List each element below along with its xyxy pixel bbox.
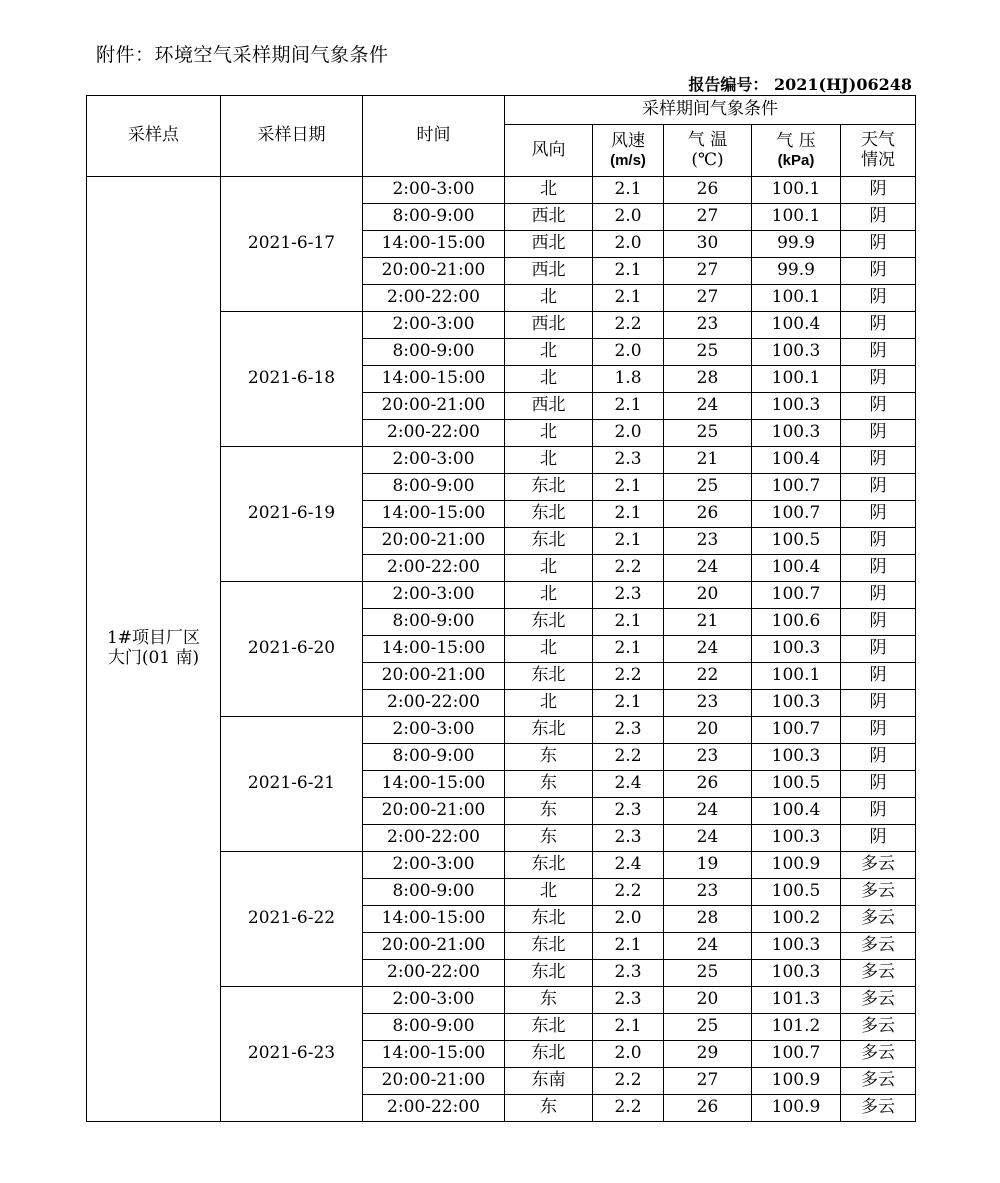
cell-weather: 阴 [841,582,916,609]
cell-wind-speed: 2.3 [593,960,664,987]
cell-temperature: 21 [664,447,752,474]
cell-time: 20:00-21:00 [363,933,505,960]
cell-wind-speed: 2.3 [593,798,664,825]
cell-temperature: 22 [664,663,752,690]
cell-time: 8:00-9:00 [363,879,505,906]
cell-wind-direction: 东北 [505,852,593,879]
site-line-1: 1#项目厂区 [106,628,201,649]
cell-weather: 阴 [841,690,916,717]
cell-date: 2021-6-20 [221,582,363,717]
cell-wind-speed: 2.4 [593,771,664,798]
cell-wind-direction: 北 [505,555,593,582]
cell-wind-direction: 西北 [505,312,593,339]
cell-wind-direction: 北 [505,177,593,204]
cell-wind-speed: 2.1 [593,933,664,960]
cell-wind-speed: 2.1 [593,690,664,717]
header-wind-speed-label: 风速 [611,131,645,152]
cell-wind-direction: 北 [505,420,593,447]
cell-wind-speed: 2.1 [593,474,664,501]
cell-temperature: 20 [664,987,752,1014]
cell-temperature: 24 [664,933,752,960]
cell-pressure: 100.4 [752,555,841,582]
cell-wind-speed: 2.1 [593,501,664,528]
cell-temperature: 24 [664,825,752,852]
cell-weather: 阴 [841,663,916,690]
cell-weather: 阴 [841,636,916,663]
cell-temperature: 30 [664,231,752,258]
cell-wind-speed: 2.0 [593,231,664,258]
cell-wind-speed: 1.8 [593,366,664,393]
cell-pressure: 100.1 [752,177,841,204]
cell-temperature: 24 [664,555,752,582]
cell-wind-speed: 2.2 [593,1095,664,1122]
cell-temperature: 26 [664,501,752,528]
cell-date: 2021-6-18 [221,312,363,447]
cell-weather: 阴 [841,825,916,852]
cell-date: 2021-6-22 [221,852,363,987]
cell-pressure: 100.5 [752,771,841,798]
cell-weather: 阴 [841,771,916,798]
cell-weather: 多云 [841,1095,916,1122]
cell-time: 20:00-21:00 [363,258,505,285]
header-time: 时间 [363,96,505,177]
cell-temperature: 25 [664,474,752,501]
cell-temperature: 23 [664,312,752,339]
cell-pressure: 100.4 [752,447,841,474]
cell-time: 2:00-3:00 [363,852,505,879]
cell-weather: 阴 [841,366,916,393]
cell-pressure: 100.1 [752,285,841,312]
cell-wind-speed: 2.2 [593,663,664,690]
table-row [87,177,916,204]
cell-weather: 阴 [841,609,916,636]
cell-time: 14:00-15:00 [363,501,505,528]
cell-time: 2:00-22:00 [363,825,505,852]
cell-wind-direction: 东北 [505,933,593,960]
cell-pressure: 100.5 [752,879,841,906]
cell-weather: 多云 [841,933,916,960]
cell-time: 8:00-9:00 [363,339,505,366]
cell-weather: 阴 [841,501,916,528]
weather-conditions-table [86,95,916,1122]
cell-pressure: 100.5 [752,528,841,555]
cell-wind-direction: 东 [505,1095,593,1122]
cell-temperature: 27 [664,258,752,285]
cell-temperature: 28 [664,906,752,933]
cell-weather: 阴 [841,474,916,501]
cell-time: 14:00-15:00 [363,636,505,663]
cell-weather: 阴 [841,744,916,771]
cell-temperature: 19 [664,852,752,879]
cell-weather: 多云 [841,852,916,879]
cell-time: 8:00-9:00 [363,474,505,501]
cell-time: 2:00-3:00 [363,447,505,474]
cell-wind-direction: 西北 [505,231,593,258]
cell-weather: 阴 [841,177,916,204]
cell-pressure: 100.7 [752,582,841,609]
cell-weather: 多云 [841,1014,916,1041]
cell-weather: 阴 [841,393,916,420]
header-pressure [752,125,841,177]
cell-temperature: 24 [664,798,752,825]
cell-weather: 阴 [841,312,916,339]
cell-temperature: 26 [664,1095,752,1122]
cell-temperature: 24 [664,393,752,420]
header-weather-label: 天气 [861,129,896,150]
cell-wind-direction: 西北 [505,204,593,231]
header-weather-label-2: 情况 [861,149,896,170]
cell-pressure: 100.4 [752,312,841,339]
cell-pressure: 100.3 [752,825,841,852]
site-line-2: 大门(01 南) [107,648,200,668]
cell-weather: 阴 [841,798,916,825]
cell-wind-direction: 东 [505,744,593,771]
cell-wind-speed: 2.1 [593,393,664,420]
cell-wind-direction: 东北 [505,960,593,987]
cell-temperature: 25 [664,960,752,987]
cell-wind-speed: 2.2 [593,744,664,771]
cell-weather: 多云 [841,879,916,906]
cell-wind-direction: 东北 [505,609,593,636]
cell-temperature: 24 [664,636,752,663]
cell-wind-direction: 东北 [505,1014,593,1041]
cell-time: 2:00-3:00 [363,312,505,339]
cell-pressure: 100.1 [752,366,841,393]
cell-date: 2021-6-21 [221,717,363,852]
cell-time: 8:00-9:00 [363,1014,505,1041]
cell-wind-speed: 2.3 [593,582,664,609]
cell-date: 2021-6-23 [221,987,363,1122]
cell-temperature: 27 [664,1068,752,1095]
cell-pressure: 101.3 [752,987,841,1014]
cell-time: 20:00-21:00 [363,528,505,555]
cell-wind-direction: 北 [505,636,593,663]
cell-time: 2:00-3:00 [363,582,505,609]
cell-wind-direction: 北 [505,339,593,366]
cell-wind-direction: 东 [505,771,593,798]
cell-weather: 阴 [841,231,916,258]
cell-wind-speed: 2.3 [593,717,664,744]
cell-site [87,177,221,1122]
cell-pressure: 100.3 [752,960,841,987]
cell-pressure: 100.2 [752,906,841,933]
cell-time: 8:00-9:00 [363,609,505,636]
header-pressure-unit: (kPa) [777,151,815,169]
cell-weather: 阴 [841,285,916,312]
cell-pressure: 100.7 [752,1041,841,1068]
cell-temperature: 20 [664,717,752,744]
cell-pressure: 100.7 [752,501,841,528]
cell-time: 20:00-21:00 [363,798,505,825]
cell-time: 20:00-21:00 [363,663,505,690]
cell-pressure: 100.7 [752,717,841,744]
cell-weather: 阴 [841,204,916,231]
cell-wind-direction: 北 [505,447,593,474]
cell-temperature: 23 [664,528,752,555]
cell-time: 2:00-22:00 [363,960,505,987]
cell-pressure: 100.3 [752,744,841,771]
cell-wind-direction: 北 [505,690,593,717]
cell-wind-speed: 2.1 [593,609,664,636]
cell-time: 8:00-9:00 [363,204,505,231]
cell-wind-direction: 东 [505,798,593,825]
cell-pressure: 100.3 [752,933,841,960]
cell-weather: 多云 [841,906,916,933]
cell-wind-direction: 东 [505,825,593,852]
cell-weather: 阴 [841,555,916,582]
cell-pressure: 100.1 [752,663,841,690]
cell-time: 14:00-15:00 [363,1041,505,1068]
cell-weather: 阴 [841,339,916,366]
cell-wind-speed: 2.1 [593,177,664,204]
cell-weather: 多云 [841,1068,916,1095]
cell-temperature: 25 [664,420,752,447]
cell-pressure: 100.9 [752,852,841,879]
cell-time: 14:00-15:00 [363,231,505,258]
cell-wind-speed: 2.2 [593,879,664,906]
cell-weather: 阴 [841,528,916,555]
cell-pressure: 99.9 [752,231,841,258]
cell-wind-direction: 北 [505,582,593,609]
header-pressure-label: 气 压 [776,131,816,152]
header-wind-speed-unit: (m/s) [610,151,646,169]
cell-wind-direction: 东北 [505,663,593,690]
cell-temperature: 25 [664,339,752,366]
cell-wind-speed: 2.4 [593,852,664,879]
header-temperature [664,125,752,177]
cell-wind-speed: 2.1 [593,1014,664,1041]
cell-pressure: 100.4 [752,798,841,825]
cell-weather: 阴 [841,447,916,474]
cell-temperature: 20 [664,582,752,609]
cell-temperature: 23 [664,690,752,717]
cell-wind-direction: 东北 [505,474,593,501]
cell-wind-speed: 2.2 [593,312,664,339]
cell-time: 2:00-22:00 [363,555,505,582]
header-temperature-unit: (℃) [691,149,724,170]
cell-wind-direction: 东 [505,987,593,1014]
cell-pressure: 100.3 [752,420,841,447]
cell-date: 2021-6-19 [221,447,363,582]
table-body [87,177,916,1122]
header-site: 采样点 [87,96,221,177]
document-title: 附件：环境空气采样期间气象条件 [96,44,389,66]
header-weather [841,125,916,177]
cell-wind-speed: 2.2 [593,555,664,582]
cell-wind-direction: 东北 [505,1041,593,1068]
cell-temperature: 27 [664,285,752,312]
cell-time: 14:00-15:00 [363,366,505,393]
cell-time: 20:00-21:00 [363,393,505,420]
cell-wind-speed: 2.1 [593,636,664,663]
cell-wind-speed: 2.0 [593,906,664,933]
cell-time: 2:00-3:00 [363,177,505,204]
cell-time: 2:00-22:00 [363,285,505,312]
cell-temperature: 25 [664,1014,752,1041]
header-wind-speed [593,125,664,177]
header-wind-direction: 风向 [505,125,593,177]
cell-pressure: 100.9 [752,1095,841,1122]
cell-wind-speed: 2.3 [593,987,664,1014]
cell-temperature: 21 [664,609,752,636]
cell-time: 2:00-22:00 [363,690,505,717]
cell-pressure: 101.2 [752,1014,841,1041]
cell-pressure: 100.3 [752,690,841,717]
header-date: 采样日期 [221,96,363,177]
cell-weather: 阴 [841,420,916,447]
cell-wind-speed: 2.1 [593,285,664,312]
cell-time: 20:00-21:00 [363,1068,505,1095]
cell-weather: 多云 [841,987,916,1014]
cell-pressure: 100.3 [752,339,841,366]
cell-weather: 多云 [841,960,916,987]
cell-temperature: 27 [664,204,752,231]
cell-time: 2:00-3:00 [363,987,505,1014]
cell-wind-speed: 2.0 [593,204,664,231]
cell-pressure: 100.3 [752,393,841,420]
cell-wind-speed: 2.0 [593,1041,664,1068]
cell-wind-speed: 2.1 [593,258,664,285]
cell-wind-direction: 北 [505,366,593,393]
cell-time: 2:00-3:00 [363,717,505,744]
cell-time: 14:00-15:00 [363,906,505,933]
cell-temperature: 23 [664,879,752,906]
cell-wind-direction: 北 [505,285,593,312]
cell-weather: 阴 [841,717,916,744]
cell-temperature: 26 [664,177,752,204]
cell-wind-direction: 西北 [505,393,593,420]
cell-date: 2021-6-17 [221,177,363,312]
cell-weather: 多云 [841,1041,916,1068]
cell-wind-direction: 北 [505,879,593,906]
header-weather-group: 采样期间气象条件 [505,96,916,125]
cell-temperature: 23 [664,744,752,771]
cell-wind-speed: 2.0 [593,420,664,447]
cell-wind-direction: 东北 [505,717,593,744]
cell-wind-speed: 2.2 [593,1068,664,1095]
cell-temperature: 29 [664,1041,752,1068]
cell-wind-speed: 2.3 [593,825,664,852]
cell-pressure: 99.9 [752,258,841,285]
cell-wind-speed: 2.1 [593,528,664,555]
cell-pressure: 100.9 [752,1068,841,1095]
cell-time: 8:00-9:00 [363,744,505,771]
cell-wind-direction: 西北 [505,258,593,285]
cell-temperature: 28 [664,366,752,393]
cell-time: 14:00-15:00 [363,771,505,798]
cell-pressure: 100.7 [752,474,841,501]
report-number: 报告编号： 2021(HJ)06248 [688,75,912,94]
cell-time: 2:00-22:00 [363,420,505,447]
cell-wind-speed: 2.3 [593,447,664,474]
cell-pressure: 100.6 [752,609,841,636]
cell-pressure: 100.1 [752,204,841,231]
cell-wind-direction: 东北 [505,906,593,933]
cell-time: 2:00-22:00 [363,1095,505,1122]
cell-pressure: 100.3 [752,636,841,663]
cell-wind-speed: 2.0 [593,339,664,366]
cell-temperature: 26 [664,771,752,798]
cell-wind-direction: 东北 [505,528,593,555]
cell-weather: 阴 [841,258,916,285]
header-temperature-label: 气 温 [687,129,728,150]
cell-wind-direction: 东北 [505,501,593,528]
cell-wind-direction: 东南 [505,1068,593,1095]
